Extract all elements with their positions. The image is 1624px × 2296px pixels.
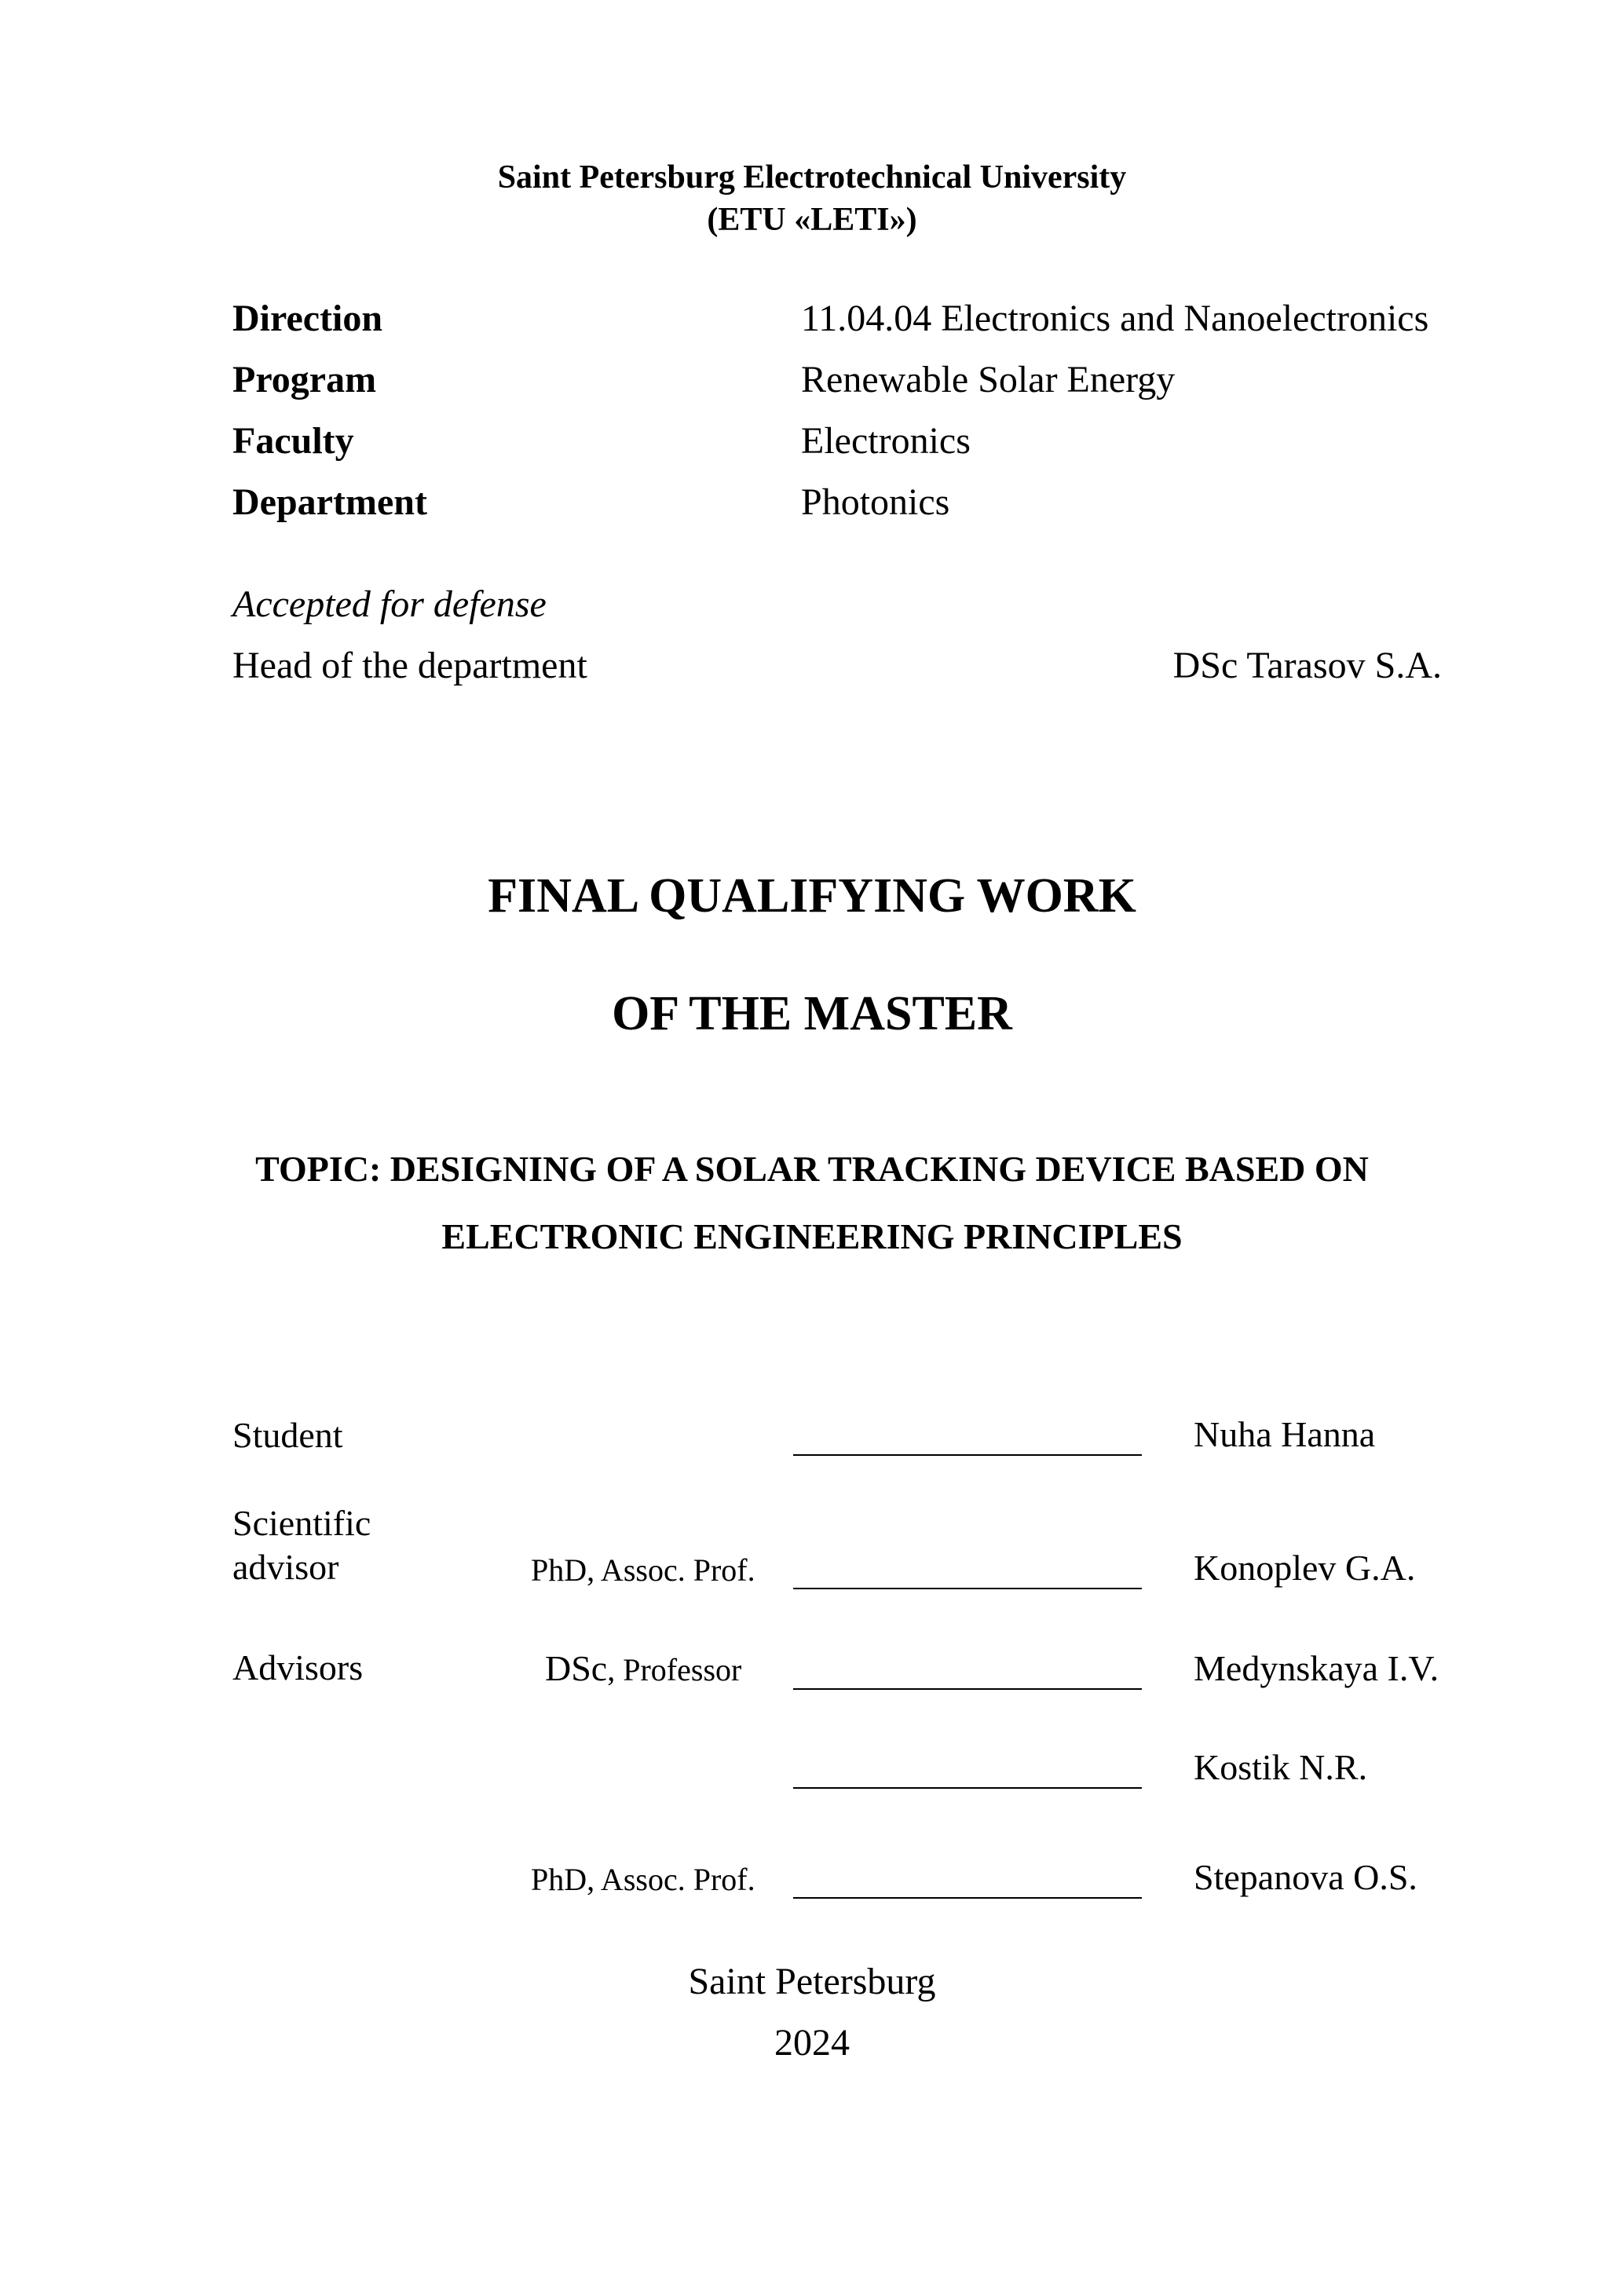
- university-abbrev: (ETU «LETI»): [707, 202, 917, 238]
- faculty-label: Faculty: [232, 420, 354, 462]
- footer-city: Saint Petersburg: [688, 1961, 936, 2002]
- advisor1-signature-line: [793, 1688, 1142, 1690]
- student-name: Nuha Hanna: [1194, 1414, 1376, 1454]
- head-of-department-label: Head of the department: [232, 645, 587, 686]
- advisor1-degree-rest: , Professor: [607, 1652, 742, 1687]
- work-title-line2: OF THE MASTER: [612, 987, 1012, 1040]
- advisor1-degree: [545, 1647, 741, 1689]
- direction-label: Direction: [232, 298, 383, 339]
- scientific-advisor-label-line1: Scientific: [232, 1503, 371, 1543]
- student-label: Student: [232, 1415, 343, 1455]
- advisor1-name: Medynskaya I.V.: [1194, 1648, 1439, 1688]
- student-signature-line: [793, 1454, 1142, 1456]
- advisors-label: Advisors: [232, 1647, 364, 1687]
- advisor1-degree-main: DSc: [545, 1648, 608, 1688]
- department-value: Photonics: [801, 481, 950, 523]
- direction-value: 11.04.04 Electronics and Nanoelectronics: [801, 298, 1429, 339]
- head-of-department-name: DSc Tarasov S.A.: [1172, 645, 1442, 686]
- scientific-advisor-degree: PhD, Assoc. Prof.: [531, 1552, 755, 1588]
- scientific-advisor-label-line2: advisor: [232, 1547, 339, 1587]
- program-label: Program: [232, 359, 377, 400]
- advisor3-signature-line: [793, 1897, 1142, 1899]
- topic-line2: ELECTRONIC ENGINEERING PRINCIPLES: [441, 1216, 1183, 1256]
- faculty-value: Electronics: [801, 420, 971, 462]
- topic-line1: TOPIC: DESIGNING OF A SOLAR TRACKING DEVICE BASED ON: [255, 1149, 1369, 1189]
- accepted-for-defense: Accepted for defense: [232, 583, 547, 625]
- scientific-advisor-signature-line: [793, 1588, 1142, 1589]
- advisor3-degree: PhD, Assoc. Prof.: [531, 1862, 755, 1897]
- work-title-line1: FINAL QUALIFYING WORK: [488, 869, 1136, 923]
- department-label: Department: [232, 481, 427, 523]
- university-name: Saint Petersburg Electrotechnical University: [497, 159, 1127, 196]
- advisor2-signature-line: [793, 1787, 1142, 1789]
- footer-year: 2024: [774, 2022, 850, 2064]
- advisor2-name: Kostik N.R.: [1194, 1747, 1368, 1787]
- advisor3-name: Stepanova O.S.: [1194, 1857, 1417, 1897]
- program-value: Renewable Solar Energy: [801, 359, 1176, 400]
- scientific-advisor-name: Konoplev G.A.: [1194, 1548, 1416, 1588]
